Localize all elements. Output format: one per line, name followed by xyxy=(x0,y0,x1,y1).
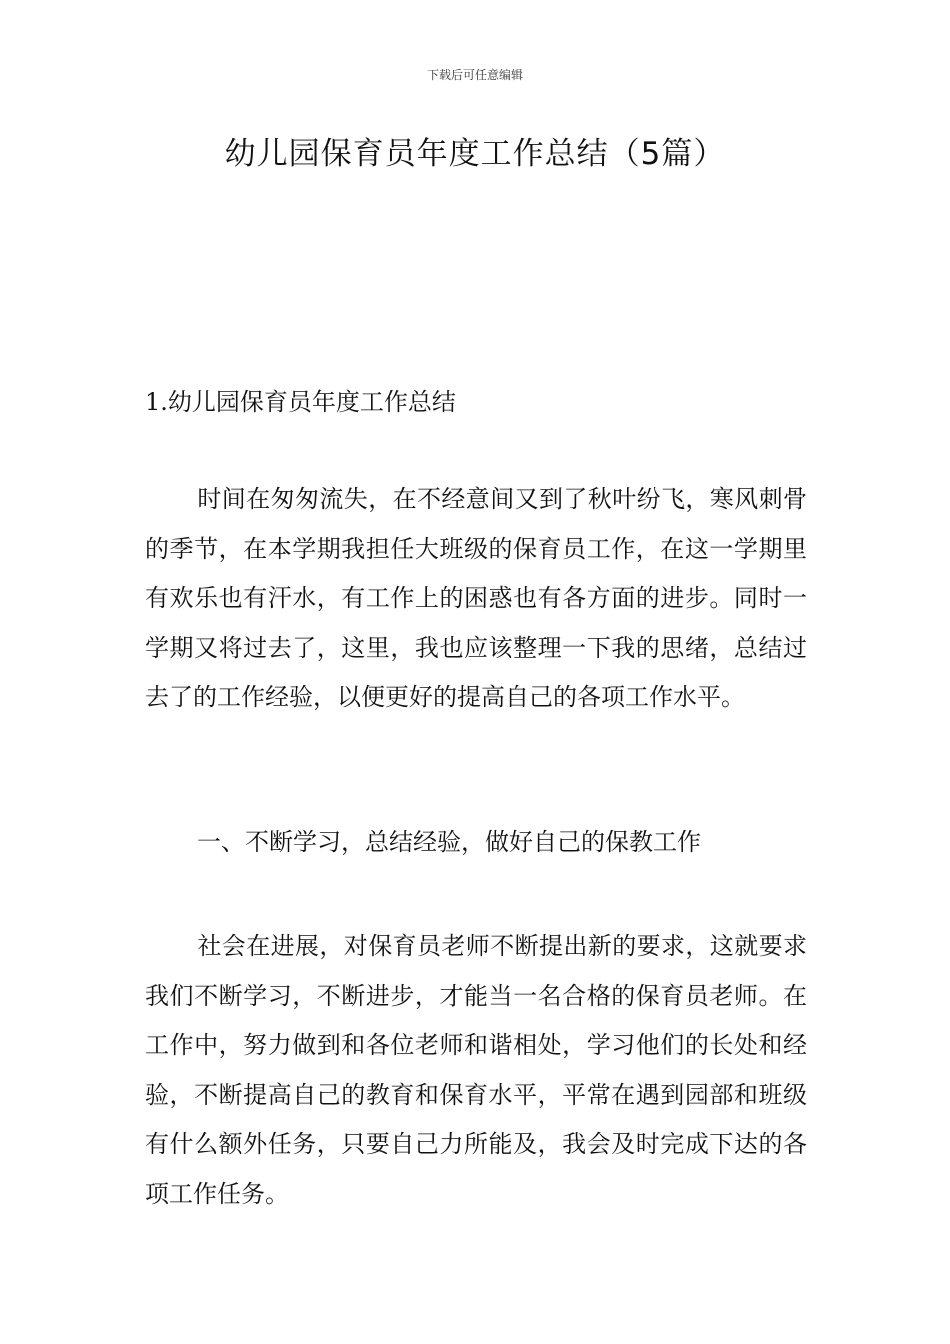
document-title: 幼儿园保育员年度工作总结（5篇） xyxy=(224,136,726,172)
body-paragraph xyxy=(145,922,807,1219)
paragraph-text: 社会在进展，对保育员老师不断提出新的要求，这就要求我们不断学习，不断进步，才能当一名合格的保育员老师。在工作中，努力做到和各位老师和谐相处，学习他们的长处和经验，不断提高自己的教育和保育水平，平常在遇到园部和班级有什么额外任务，只要自己力所能及，我会及时完成下达的各项工作任务。 xyxy=(145,932,807,1208)
paragraph-text: 时间在匆匆流失，在不经意间又到了秋叶纷飞，寒风刺骨的季节，在本学期我担任大班级的保育员工作，在这一学期里有欢乐也有汗水，有工作上的困惑也有各方面的进步。同时一学期又将过去了，这里，我也应该整理一下我的思绪，总结过去了的工作经验，以便更好的提高自己的各项工作水平。 xyxy=(145,485,807,711)
header-note: 下载后可任意编辑 xyxy=(426,68,523,82)
sub-heading-text: 一、不断学习，总结经验，做好自己的保教工作 xyxy=(197,828,701,856)
section-heading: 1.幼儿园保育员年度工作总结 xyxy=(145,388,456,416)
sub-heading xyxy=(145,818,807,868)
body-paragraph xyxy=(145,475,807,723)
